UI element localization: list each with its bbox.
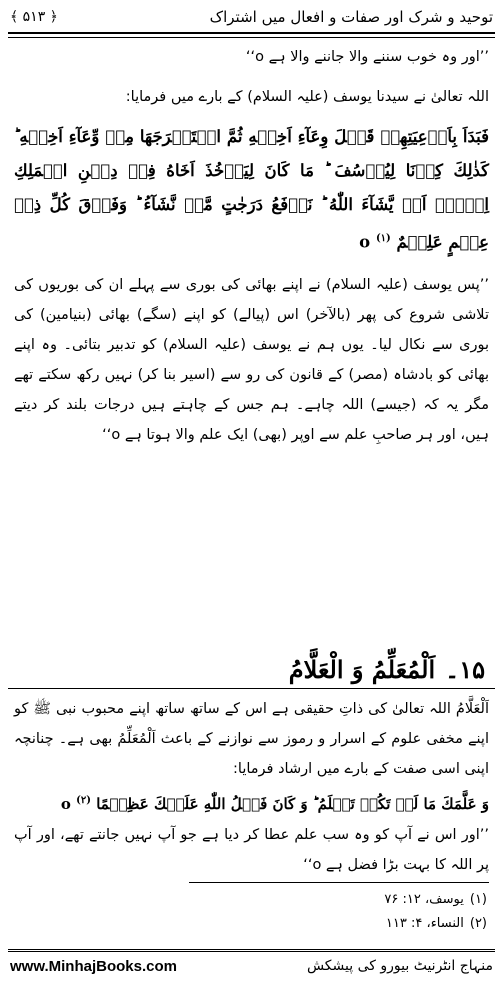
- heading-divider: [8, 688, 495, 689]
- footnote-item: [16, 912, 487, 936]
- quran-verse-1: [14, 120, 489, 260]
- verse-1-footnote-ref: (۱): [375, 233, 391, 244]
- footnote-text: یوسف، ۱۲: ۷۶: [384, 892, 464, 907]
- quote-ending: ’’اور وہ خوب سننے والا جاننے والا ہے o‘‘: [245, 49, 489, 65]
- running-title: توحید و شرک اور صفات و افعال میں اشتراک: [209, 8, 493, 26]
- page-number: ﴿ ۵۱۳ ﴾: [10, 9, 58, 25]
- verse-2-text: وَ عَلَّمَكَ مَا لَمۡ تَكُنۡ تَعۡلَمُ ؕ وَ كَانَ فَضۡلُ اللّٰهِ عَلَيۡكَ عَظِيۡمًا o: [60, 795, 489, 813]
- footer-divider: [8, 949, 495, 952]
- publisher-credit: منہاج انٹرنیٹ بیورو کی پیشکش: [306, 958, 493, 974]
- footnote-divider: [189, 882, 489, 883]
- translation-2: ’’اور اس نے آپ کو وہ سب علم عطا کر دیا ہے جو آپ نہیں جانتے تھے، اور آپ پر اللہ کا بہت بڑا فضل ہے o‘‘: [14, 827, 489, 873]
- quran-verse-2: [14, 784, 489, 821]
- section-number: ۱۵۔: [445, 654, 485, 684]
- intro-yusuf: اللہ تعالیٰ نے سیدنا یوسف (علیہ السلام) کے بارے میں فرمایا:: [125, 89, 489, 105]
- section-title: اَلْمُعَلِّمُ وَ الْعَلَّامُ: [288, 654, 436, 684]
- website-link[interactable]: www.MinhajBooks.com: [10, 957, 177, 975]
- translation-1: ’’پس یوسف (علیہ السلام) نے اپنے بھائی کی بوری سے پہلے ان کی بوریوں کی تلاشی شروع کی پھر (بالآخر) اس (پیالے) کو اپنے (سگے) بھائی (بنیامین) کی بوری سے نکال لیا۔ یوں ہم نے یوسف (علیہ السلام) کو تدبیر بتائی۔ وہ اپنے بھائی کو بادشاہ (مصر) کے قانون کی رو سے (اسیر بنا کر) نہیں رکھ سکتے تھے مگر یہ کہ (جیسے) اللہ چاہے۔ ہم جس کے چاہتے ہیں درجات بلند کر دیتے ہیں، اور ہر صاحبِ علم سے اوپر (بھی) ایک علم والا ہوتا ہے o‘‘: [14, 277, 489, 443]
- page-footer: [10, 953, 493, 979]
- page-header: [10, 4, 493, 30]
- footnote-item: [16, 888, 487, 912]
- header-divider: [8, 32, 495, 38]
- footnotes: [16, 888, 487, 936]
- footnote-number: (۲): [469, 916, 487, 931]
- verse-1-text: فَبَدَاَ بِاَوۡعِيَتِهِمۡ قَبۡلَ وِعَآءِ اَخِيۡهِ ثُمَّ اسۡتَخۡرَجَهَا مِنۡ وِّعَآءِ اَخِيۡهِ ؕ كَذٰلِكَ كِدۡنَا لِيُوۡسُفَ ؕ مَا كَانَ لِيَاۡخُذَ اَخَاهُ فِىۡ دِيۡنِ الۡمَلِكِ اِلَّاۤ اَنۡ يَّشَآءَ اللّٰهُ ؕ نَرۡفَعُ دَرَجٰتٍ مَّنۡ نَّشَآءُ ؕ وَفَوۡقَ كُلِّ ذِىۡ عِلۡمٍ عَلِيۡمٌ o: [14, 127, 489, 252]
- paragraph-2: اَلْعَلَّامُ اللہ تعالیٰ کی ذاتِ حقیقی ہے اس کے ساتھ ساتھ اپنے محبوب نبی ﷺ کو اپنے مخفی علوم کے اسرار و رموز سے نوازنے کے باعث اَلْمُعَلِّمُ بھی ہے۔ چنانچہ اپنی اسی صفت کے بارے میں ارشاد فرمایا:: [14, 701, 489, 777]
- verse-2-footnote-ref: (۲): [76, 795, 92, 806]
- section-heading: [289, 652, 485, 686]
- footnote-number: (۱): [469, 892, 487, 907]
- footnote-text: النساء، ۴: ۱۱۳: [385, 916, 464, 931]
